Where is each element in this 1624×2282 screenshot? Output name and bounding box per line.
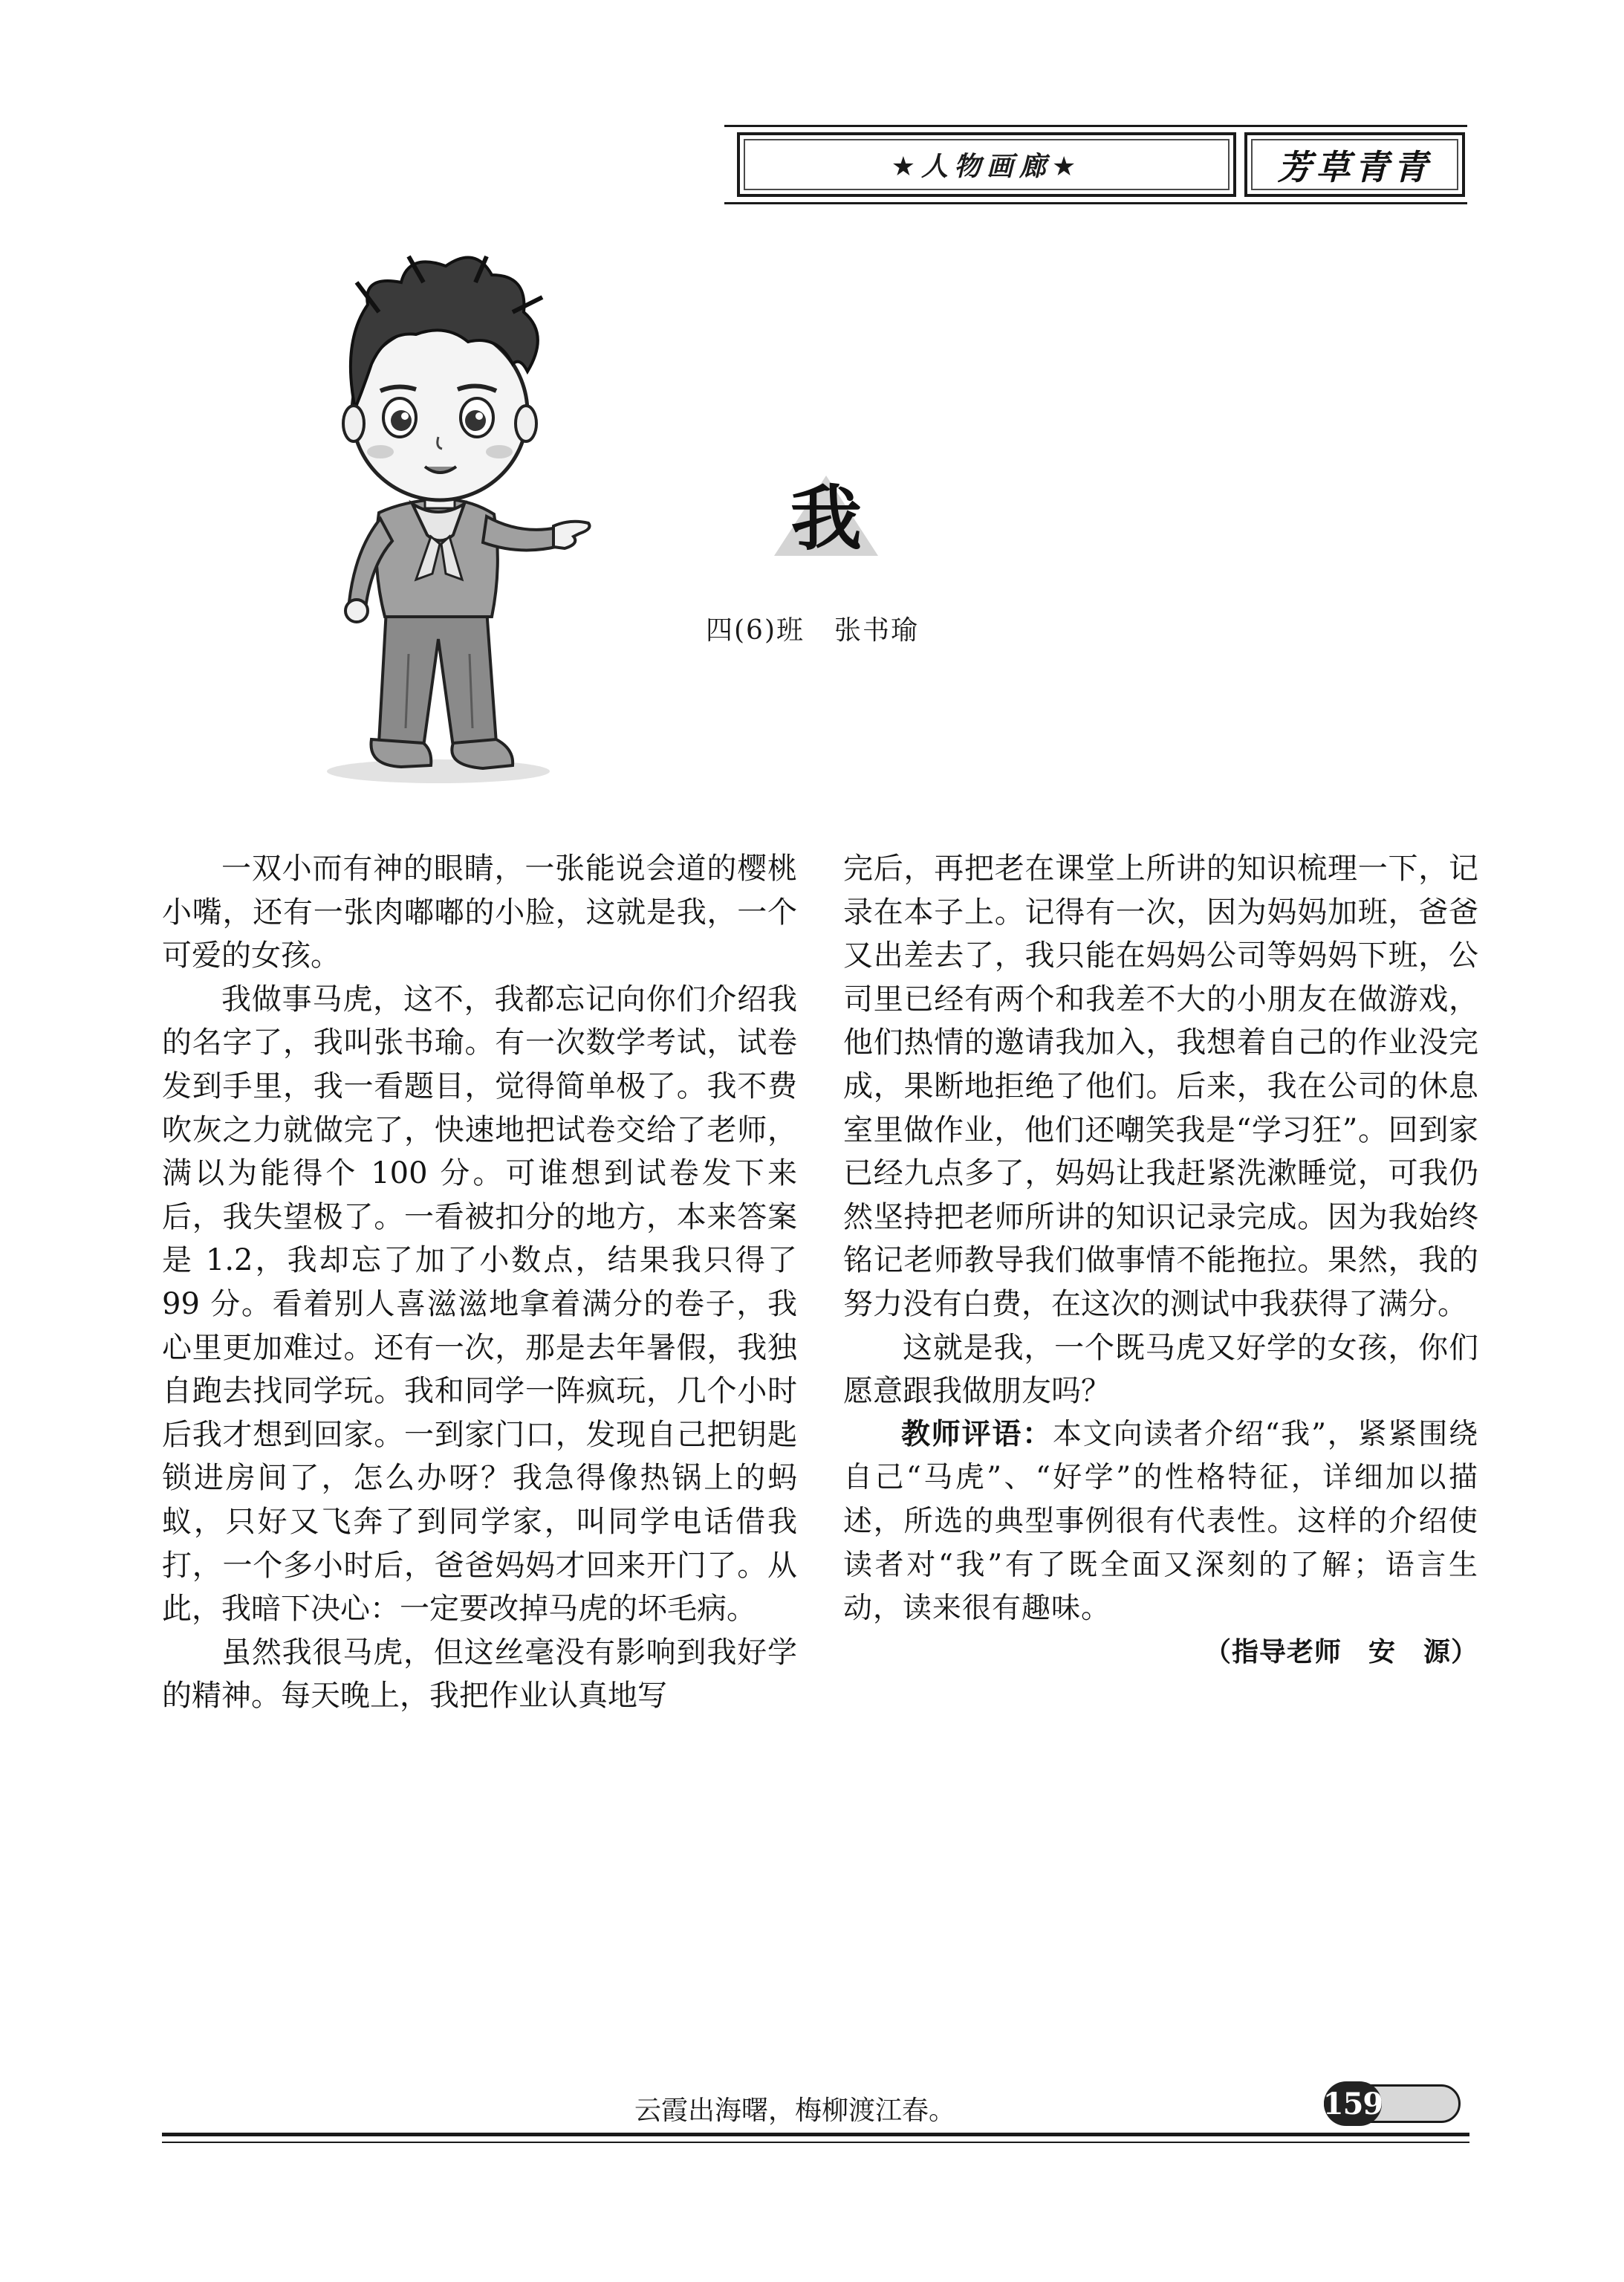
article-title: 我 bbox=[790, 476, 862, 560]
magazine-brand: 芳草青青 bbox=[1251, 139, 1458, 190]
paragraph: 一双小而有神的眼睛，一张能说会道的樱桃小嘴，还有一张肉嘟嘟的小脸，这就是我，一个可爱的女孩。 bbox=[162, 852, 797, 973]
page-number: 159 bbox=[1324, 2081, 1382, 2126]
byline bbox=[706, 609, 1003, 647]
footer-rule-thin bbox=[162, 2142, 1469, 2143]
byline-author: 张书瑜 bbox=[834, 615, 920, 646]
cartoon-child-illustration bbox=[297, 253, 594, 788]
advisor-prefix: （指导老师 bbox=[1204, 1636, 1342, 1667]
header-rule-bottom bbox=[724, 202, 1467, 204]
body-column-right bbox=[843, 847, 1478, 1674]
footer-motto: 云霞出海曙，梅柳渡江春。 bbox=[634, 2095, 955, 2126]
teacher-comment-text: 本文向读者介绍“我”，紧紧围绕自己“马虎”、“好学”的性格特征，详细加以描述，所选的典型事例很有代表性。这样的介绍使读者对“我”有了既全面又深刻的了解；语言生动，读来很有趣味。 bbox=[843, 1417, 1478, 1626]
byline-class: 四(6)班 bbox=[706, 615, 805, 646]
header-rule-top bbox=[724, 125, 1467, 127]
column-name: ★人物画廊★ bbox=[744, 139, 1230, 190]
paragraph: 这就是我，一个既马虎又好学的女孩，你们愿意跟我做朋友吗？ bbox=[843, 1330, 1478, 1409]
paragraph: 虽然我很马虎，但这丝毫没有影响到我好学的精神。每天晚上，我把作业认真地写 bbox=[162, 1635, 797, 1714]
footer-rule-thick bbox=[162, 2133, 1469, 2136]
magazine-brand-box bbox=[1244, 132, 1465, 197]
teacher-comment-label: 教师评语： bbox=[901, 1417, 1053, 1451]
paragraph: 我做事马虎，这不，我都忘记向你们介绍我的名字了，我叫张书瑜。有一次数学考试，试卷发到手里，我一看题目，觉得简单极了。我不费吹灰之力就做完了，快速地把试卷交给了老师，满以为能得个 100 分。可谁想到试卷发下来后，我失望极了。一看被扣分的地方，本来答案是 1.2，我却忘了加了小数点，结果我只得了 99 分。看着别人喜滋滋地拿着满分的卷子，我心里更加难过。还有一次，那是去年暑假，我独自跑去找同学玩。我和同学一阵疯玩，几个小时后我才想到回家。一到家门口，发现自己把钥匙锁进房间了，怎么办呀？我急得像热锅上的蚂蚁，只好又飞奔了到同学家，叫同学电话借我打，一个多小时后，爸爸妈妈才回来开门了。从此，我暗下决心：一定要改掉马虎的坏毛病。 bbox=[162, 982, 797, 1627]
advisor-credit bbox=[843, 1631, 1478, 1675]
advisor-name: 安 源） bbox=[1368, 1636, 1478, 1667]
teacher-comment bbox=[843, 1413, 1478, 1631]
column-name-box bbox=[737, 132, 1236, 197]
body-column-left bbox=[162, 847, 797, 1718]
title-block bbox=[767, 461, 886, 565]
paragraph-continued: 完后，再把老在课堂上所讲的知识梳理一下，记录在本子上。记得有一次，因为妈妈加班，爸爸又出差去了，我只能在妈妈公司等妈妈下班，公司里已经有两个和我差不大的小朋友在做游戏，他们热情的邀请我加入，我想着自己的作业没完成，果断地拒绝了他们。后来，我在公司的休息室里做作业，他们还嘲笑我是“学习狂”。回到家已经九点多了，妈妈让我赶紧洗漱睡觉，可我仍然坚持把老师所讲的知识记录完成。因为我始终铭记老师教导我们做事情不能拖拉。果然，我的努力没有白费，在这次的测试中我获得了满分。 bbox=[843, 852, 1478, 1321]
